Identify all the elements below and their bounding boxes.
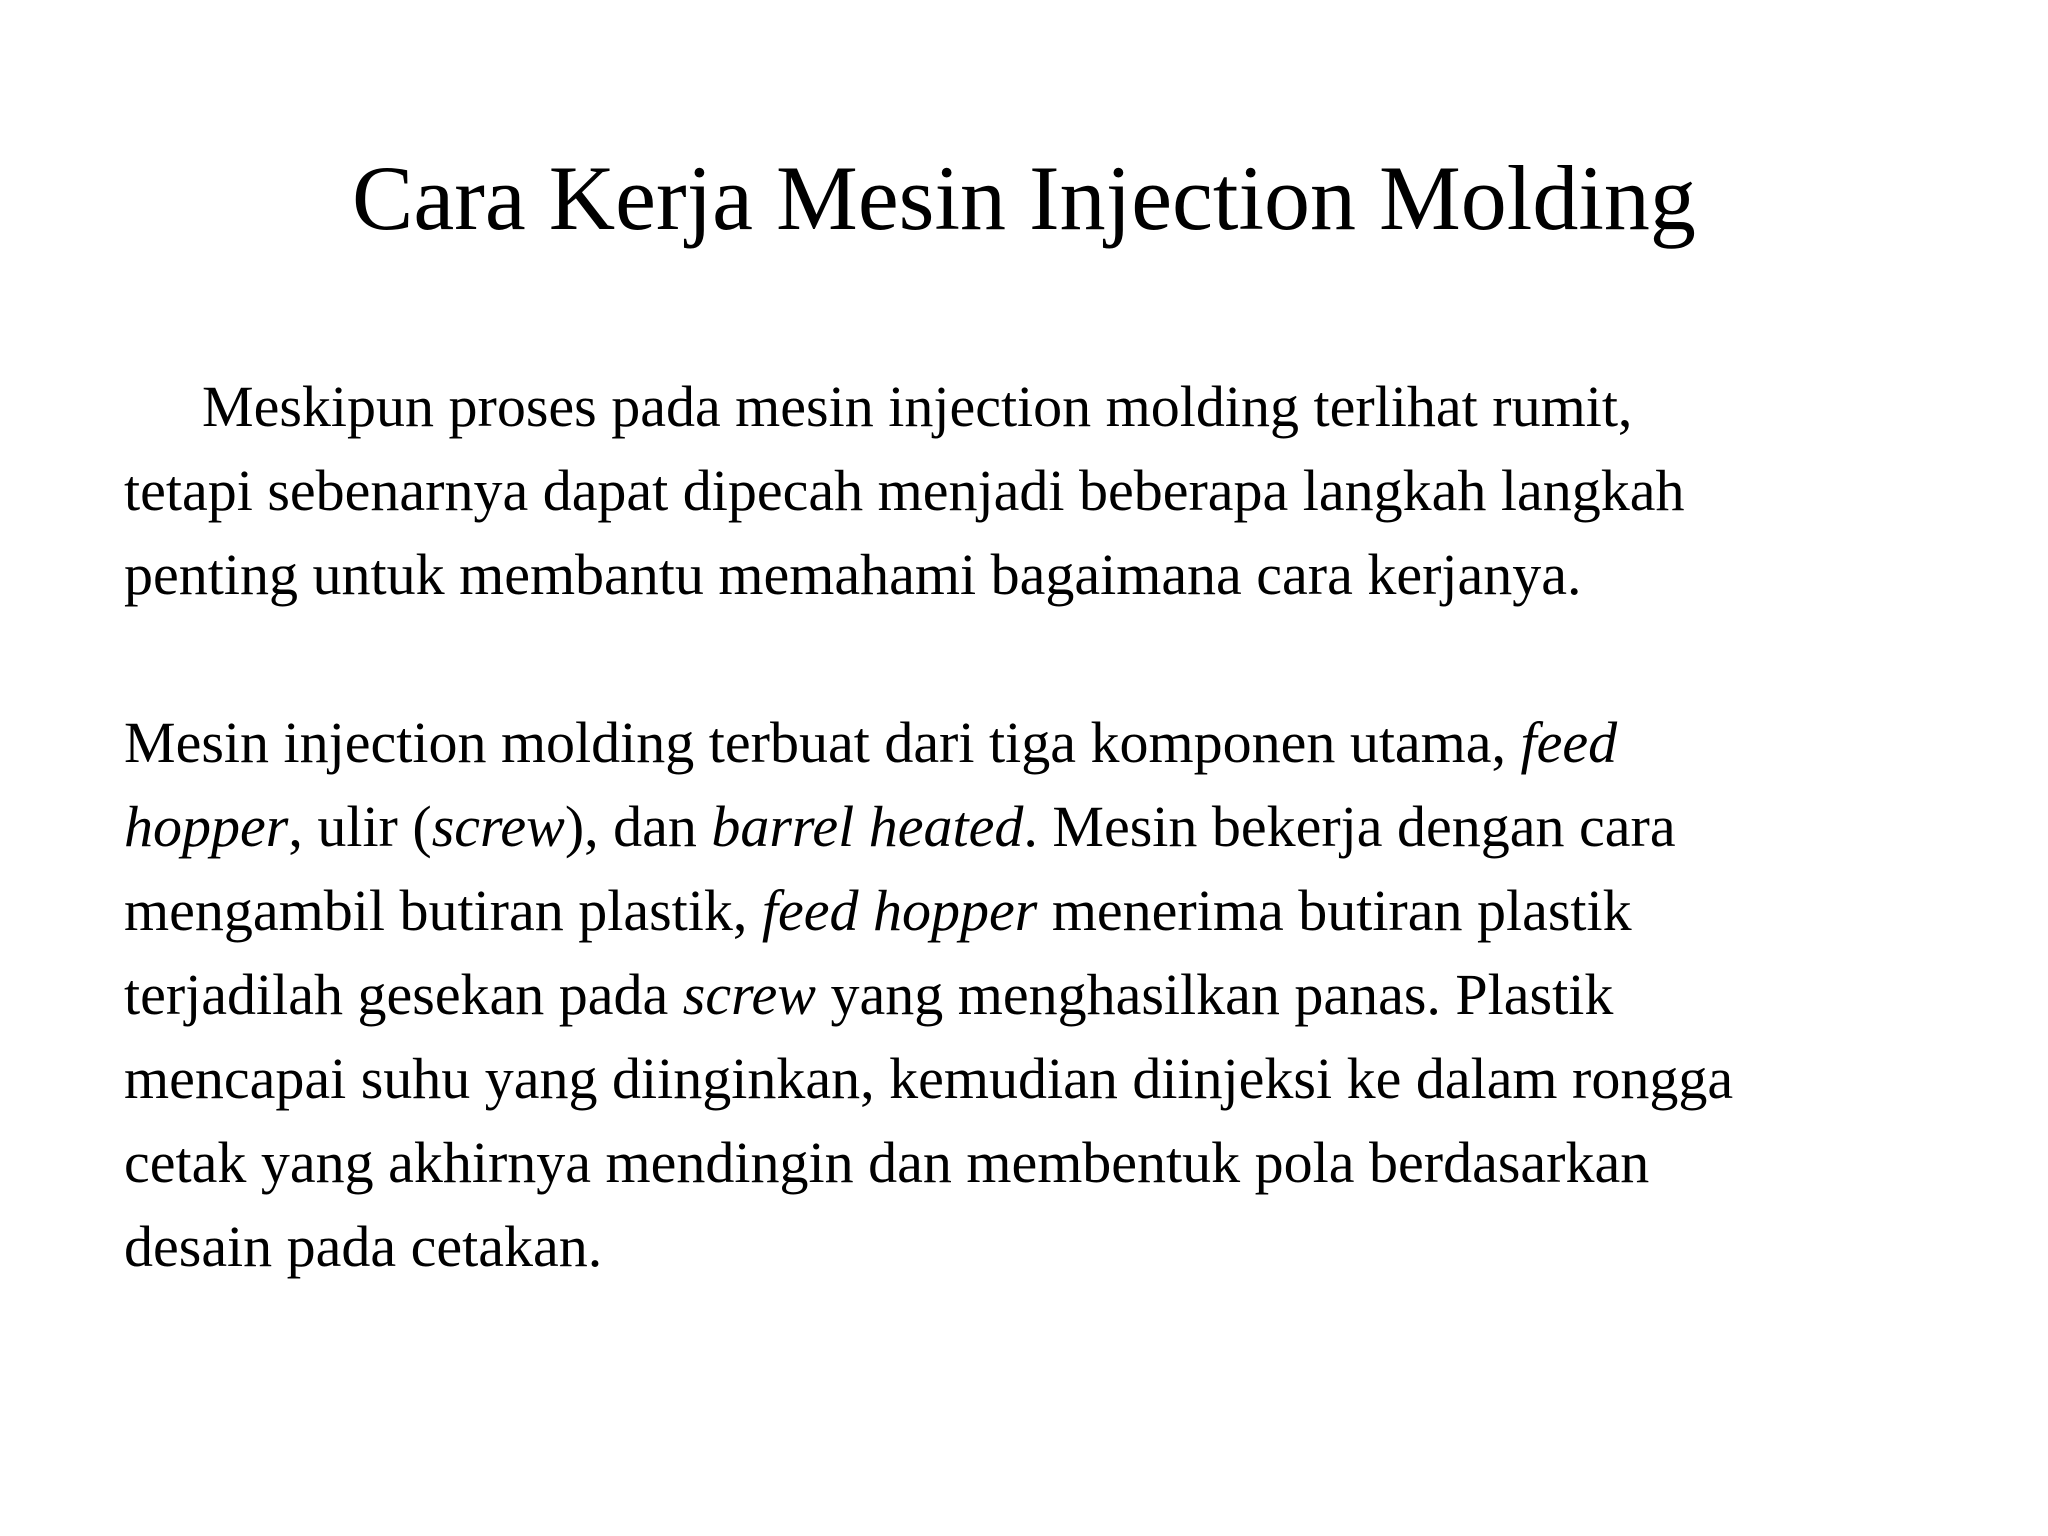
italic-term-barrel-heated: barrel heated <box>711 794 1024 859</box>
italic-term-screw: screw <box>431 794 565 859</box>
slide-title: Cara Kerja Mesin Injection Molding <box>352 147 1696 249</box>
italic-term-screw: screw <box>682 962 816 1027</box>
text-segment: . Mesin bekerja dengan cara mengambil butiran plastik, <box>124 794 1676 943</box>
italic-term-feed-hopper: feed hopper <box>124 710 1618 859</box>
paragraph-components <box>124 701 1764 1289</box>
text-segment: yang menghasilkan panas. Plastik mencapai suhu yang diinginkan, kemudian diinjeksi ke dalam rongga cetak yang akhirnya mendingin dan membentuk pola berdasarkan desain pada cetakan. <box>124 962 1734 1279</box>
paragraph-intro: Meskipun proses pada mesin injection molding terlihat rumit, tetapi sebenarnya dapat dipecah menjadi beberapa langkah langkah penting untuk membantu memahami bagaimana cara kerjanya. <box>124 374 1685 607</box>
text-segment: Mesin injection molding terbuat dari tiga komponen utama, <box>124 710 1521 775</box>
italic-term-feed-hopper: feed hopper <box>761 878 1038 943</box>
slide-body <box>124 365 1764 1289</box>
text-segment: menerima butiran plastik terjadilah gesekan pada <box>124 878 1632 1027</box>
text-segment: , ulir ( <box>288 794 432 859</box>
text-segment: ), dan <box>564 794 712 859</box>
